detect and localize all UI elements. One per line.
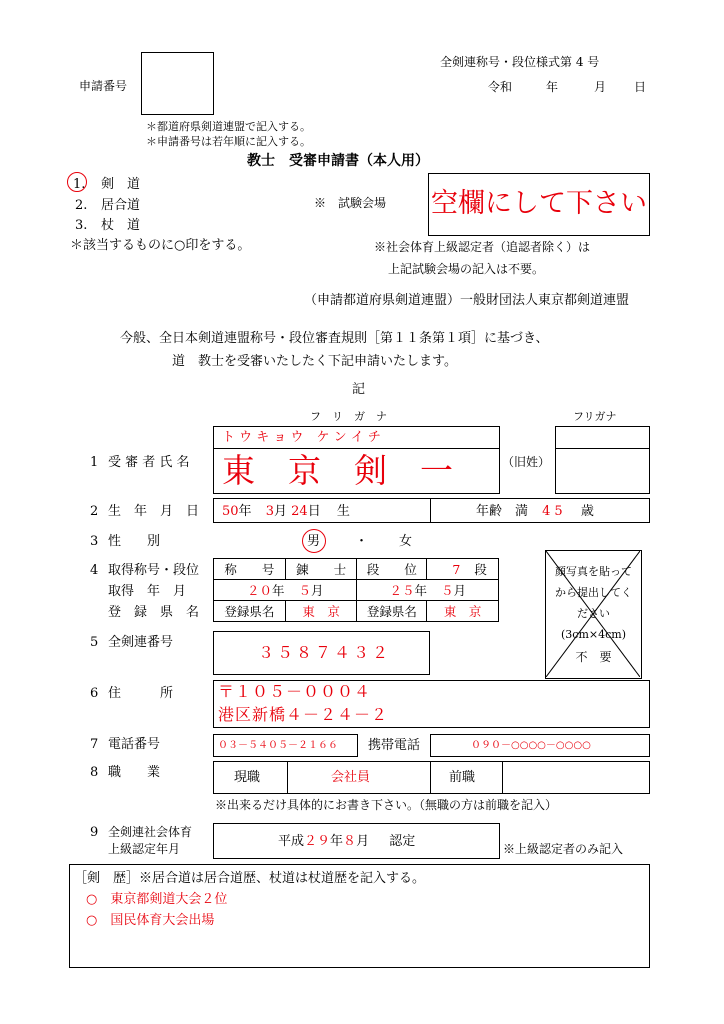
field-number-6: 6	[90, 686, 99, 701]
job-note: ※出来るだけ具体的にお書き下さい。（無職の方は前職を記入）	[215, 798, 558, 812]
address-label: 住 所	[108, 686, 174, 701]
social-year-unit: 年	[330, 834, 344, 849]
phone-box[interactable]	[213, 734, 358, 757]
birth-label: 生 年 月 日	[108, 504, 200, 519]
phone-input[interactable]: ０３－５４０５－２１６６	[218, 740, 338, 751]
gender-male[interactable]: 男	[307, 534, 321, 549]
address-box[interactable]	[213, 680, 650, 728]
age-unit: 歳	[580, 504, 594, 519]
current-job-input[interactable]: 会社員	[331, 770, 371, 785]
social-box[interactable]	[213, 823, 500, 859]
gender-separator: ・	[355, 534, 369, 549]
birth-month-unit: 月	[273, 504, 287, 519]
discipline-number-2: 2.	[75, 198, 88, 213]
age-label: 年齢 満	[476, 504, 529, 519]
note-application-order: ＊申請番号は若年順に記入する。	[146, 135, 311, 148]
social-era: 平成	[278, 834, 305, 849]
social-value[interactable]	[278, 835, 415, 848]
previous-job-label: 前職	[449, 770, 476, 785]
furigana-label: フ リ ガ ナ	[310, 410, 387, 423]
social-month-unit: 月	[356, 834, 370, 849]
venue-note-1: ※社会体育上級認定者（追認者除く）は	[374, 240, 591, 254]
birth-day[interactable]: 24	[291, 504, 308, 519]
date-day-unit: 日	[634, 80, 647, 94]
age-value[interactable]: 45	[542, 504, 567, 519]
job-label: 職 業	[108, 765, 161, 780]
note-fill-by-federation: ＊都道府県剣道連盟で記入する。	[146, 120, 311, 133]
dan-pref-value[interactable]: 東 京	[427, 601, 499, 622]
birth-month[interactable]: 3	[265, 504, 274, 519]
photo-note-4: (3cm×4cm)	[561, 628, 626, 641]
photo-note-2: から提出してく	[555, 586, 632, 599]
ki-heading: 記	[352, 382, 366, 397]
intro-line-1: 今般、全日本剣道連盟称号・段位審査規則［第１１条第１項］に基づき、	[120, 331, 549, 346]
birth-born-label: 生	[336, 504, 350, 519]
dan-date-cell[interactable]	[357, 580, 499, 601]
venue-label: ※ 試験会場	[314, 196, 387, 210]
mobile-box[interactable]	[430, 734, 650, 757]
field-number-2: 2	[90, 504, 99, 519]
field-number-5: 5	[90, 635, 99, 650]
gender-selected-circle	[302, 529, 326, 553]
rank-table	[213, 558, 499, 622]
dan-header: 段 位	[357, 559, 427, 580]
dan-pref-label: 登録県名	[357, 601, 427, 622]
dan-month[interactable]: ５	[440, 583, 454, 598]
date-year-unit: 年	[546, 80, 559, 94]
title-year-unit: 年	[271, 583, 285, 598]
dan-month-unit: 月	[453, 583, 467, 598]
photo-note-3: ださい	[577, 607, 610, 620]
history-item-1[interactable]: ○ 東京都剣道大会２位	[86, 892, 228, 907]
discipline-iaido[interactable]: 居合道	[101, 198, 141, 213]
furigana-label-old: フリガナ	[573, 410, 617, 423]
title-pref-value[interactable]: 東 京	[285, 601, 357, 622]
mobile-label: 携帯電話	[368, 738, 421, 753]
venue-note-2: 上記試験会場の記入は不要。	[388, 262, 545, 276]
birth-year-unit: 年	[238, 504, 252, 519]
social-label-1: 全剣連社会体育	[108, 825, 193, 839]
birth-day-unit: 日	[307, 504, 321, 519]
discipline-number-3: 3.	[75, 218, 88, 233]
gender-female[interactable]: 女	[399, 534, 413, 549]
application-number-label: 申請番号	[79, 79, 128, 93]
title-year[interactable]: ２０	[246, 583, 272, 598]
photo-box[interactable]	[545, 550, 642, 679]
page-title: 教士 受審申請書（本人用）	[247, 153, 429, 169]
member-number-input[interactable]: ３５８７４３２	[258, 643, 392, 662]
dan-value[interactable]: 7	[452, 562, 461, 577]
dan-year-unit: 年	[414, 583, 427, 598]
venue-box[interactable]	[428, 173, 650, 236]
birth-year[interactable]: 50	[222, 504, 239, 519]
discipline-kendo[interactable]: 剣 道	[101, 177, 141, 192]
applicant-organization: （申請都道府県剣道連盟）一般財団法人東京都剣道連盟	[304, 293, 630, 308]
social-note: ※上級認定者のみ記入	[503, 842, 624, 856]
gender-label: 性 別	[108, 534, 161, 549]
dan-cell[interactable]	[427, 559, 499, 580]
discipline-circle-note: ＊該当するものに○印をする。	[70, 238, 251, 253]
member-number-label: 全剣連番号	[108, 635, 174, 650]
name-label: 受 審 者 氏 名	[108, 455, 190, 470]
rank-pref-label: 登 録 県 名	[108, 605, 200, 620]
social-suffix: 認定	[389, 834, 416, 849]
title-header: 称 号	[214, 559, 286, 580]
dan-year[interactable]: ２５	[389, 583, 415, 598]
rank-label: 取得称号・段位	[108, 563, 200, 578]
dan-unit: 段	[474, 562, 487, 577]
title-date-cell[interactable]	[214, 580, 357, 601]
old-surname-label: （旧姓）	[502, 455, 551, 469]
date-month-unit: 月	[594, 80, 607, 94]
title-month[interactable]: ５	[298, 583, 311, 598]
rank-date-label: 取得 年 月	[108, 584, 187, 599]
date-era: 令和	[488, 80, 513, 94]
intro-line-2: 道 教士を受審いたしたく下記申請いたします。	[172, 354, 457, 369]
social-year[interactable]: ２９	[304, 834, 331, 849]
name-box[interactable]	[213, 426, 500, 494]
birth-box[interactable]	[213, 498, 650, 523]
social-month[interactable]: ８	[343, 834, 357, 849]
field-number-7: 7	[90, 737, 99, 752]
form-number: 全剣連称号・段位様式第 4 号	[440, 55, 600, 69]
discipline-jodo[interactable]: 杖 道	[101, 218, 141, 233]
field-number-4: 4	[90, 563, 99, 578]
field-number-8: 8	[90, 765, 99, 780]
social-label-2: 上級認定年月	[108, 842, 181, 856]
photo-note-1: 顔写真を貼って	[555, 565, 632, 578]
history-box[interactable]	[69, 864, 650, 968]
field-number-9: 9	[90, 825, 99, 840]
name-furigana-input[interactable]: ト ウ キ ョ ウ ケ ン イ チ	[222, 430, 381, 445]
history-header: ［剣 歴］※居合道は居合道歴、杖道は杖道歴を記入する。	[74, 871, 426, 886]
member-number-box[interactable]	[213, 631, 430, 675]
old-surname-box[interactable]	[555, 426, 650, 494]
job-box[interactable]	[213, 761, 650, 794]
address-input[interactable]: 港区新橋４－２４－２	[218, 705, 389, 724]
field-number-1: 1	[90, 455, 99, 470]
postal-code-input[interactable]: 〒１０５－０００４	[218, 682, 372, 701]
title-value[interactable]: 錬 士	[285, 559, 357, 580]
history-item-2[interactable]: ○ 国民体育大会出場	[86, 913, 215, 928]
selected-discipline-circle	[67, 172, 87, 192]
title-month-unit: 月	[311, 583, 324, 598]
field-number-3: 3	[90, 534, 99, 549]
title-pref-label: 登録県名	[214, 601, 286, 622]
mobile-input[interactable]: ０９０－○○○○－○○○○	[471, 740, 591, 751]
photo-not-required: 不 要	[575, 650, 612, 664]
current-job-label: 現職	[234, 770, 261, 785]
name-input[interactable]: 東 京 剣 一	[222, 451, 453, 490]
venue-box-text: 空欄にして下さい	[431, 188, 647, 219]
application-number-box[interactable]	[141, 52, 214, 115]
phone-label: 電話番号	[108, 737, 161, 752]
discipline-number-1: 1.	[73, 177, 86, 192]
